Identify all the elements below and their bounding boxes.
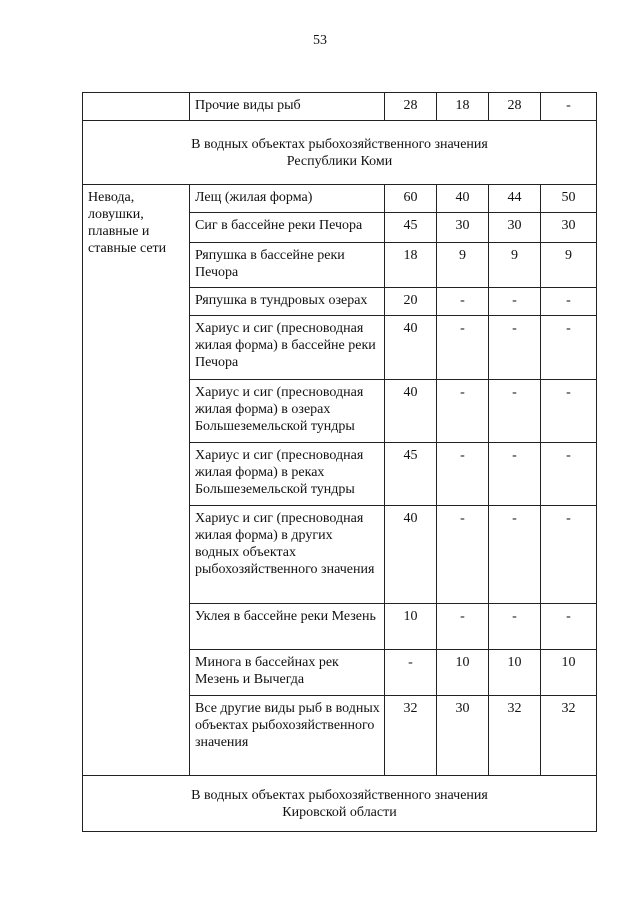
value-cell: 10	[385, 604, 437, 650]
species-cell: Уклея в бассейне реки Мезень	[190, 604, 385, 650]
value-cell: 9	[489, 243, 541, 288]
species-cell: Все другие виды рыб в водных объектах рыбохозяйственного значения	[190, 696, 385, 776]
value-cell: -	[541, 93, 597, 121]
species-cell: Лещ (жилая форма)	[190, 185, 385, 213]
value-cell: -	[489, 604, 541, 650]
table-row	[83, 185, 597, 213]
value-cell: 45	[385, 443, 437, 506]
value-cell: -	[489, 380, 541, 443]
value-cell: 30	[489, 213, 541, 243]
value-cell: 30	[437, 213, 489, 243]
value-cell: 30	[437, 696, 489, 776]
value-cell: 28	[385, 93, 437, 121]
value-cell: 18	[385, 243, 437, 288]
species-cell: Хариус и сиг (пресноводная жилая форма) в реках Большеземельской тундры	[190, 443, 385, 506]
value-cell: -	[437, 443, 489, 506]
section-heading-komi	[83, 121, 597, 185]
section-line: Республики Коми	[286, 153, 393, 169]
value-cell: -	[489, 288, 541, 316]
value-cell: 40	[385, 316, 437, 380]
value-cell: 60	[385, 185, 437, 213]
section-line: В водных объектах рыбохозяйственного значения	[191, 787, 488, 803]
value-cell: 45	[385, 213, 437, 243]
value-cell: -	[489, 316, 541, 380]
species-cell: Ряпушка в бассейне реки Печора	[190, 243, 385, 288]
value-cell: -	[385, 650, 437, 696]
value-cell: -	[437, 288, 489, 316]
fish-limits-table	[82, 92, 597, 832]
value-cell: 40	[385, 380, 437, 443]
table-row	[83, 93, 597, 121]
value-cell: 10	[437, 650, 489, 696]
value-cell: -	[489, 443, 541, 506]
section-heading-kirov	[83, 776, 597, 832]
species-cell: Прочие виды рыб	[190, 93, 385, 121]
value-cell: 40	[385, 506, 437, 604]
section-row	[83, 121, 597, 185]
gear-type-cell: Невода, ловушки, плавные и ставные сети	[83, 185, 190, 776]
value-cell: -	[541, 316, 597, 380]
value-cell: 9	[437, 243, 489, 288]
value-cell: 28	[489, 93, 541, 121]
value-cell: 18	[437, 93, 489, 121]
section-line: В водных объектах рыбохозяйственного значения	[191, 136, 488, 152]
value-cell: -	[437, 316, 489, 380]
value-cell: -	[489, 506, 541, 604]
value-cell: -	[437, 506, 489, 604]
value-cell: 32	[385, 696, 437, 776]
value-cell: 32	[489, 696, 541, 776]
section-row	[83, 776, 597, 832]
value-cell: 50	[541, 185, 597, 213]
gear-cell-empty	[83, 93, 190, 121]
value-cell: 9	[541, 243, 597, 288]
species-cell: Ряпушка в тундровых озерах	[190, 288, 385, 316]
species-cell: Хариус и сиг (пресноводная жилая форма) в других водных объектах рыбохозяйственного значения	[190, 506, 385, 604]
value-cell: 20	[385, 288, 437, 316]
species-cell: Минога в бассейнах рек Мезень и Вычегда	[190, 650, 385, 696]
value-cell: 30	[541, 213, 597, 243]
species-cell: Хариус и сиг (пресноводная жилая форма) в бассейне реки Печора	[190, 316, 385, 380]
value-cell: 10	[541, 650, 597, 696]
value-cell: -	[541, 380, 597, 443]
value-cell: 40	[437, 185, 489, 213]
value-cell: -	[437, 604, 489, 650]
value-cell: 32	[541, 696, 597, 776]
species-cell: Хариус и сиг (пресноводная жилая форма) в озерах Большеземельской тундры	[190, 380, 385, 443]
value-cell: -	[541, 604, 597, 650]
value-cell: -	[541, 443, 597, 506]
value-cell: 44	[489, 185, 541, 213]
value-cell: -	[541, 506, 597, 604]
value-cell: 10	[489, 650, 541, 696]
value-cell: -	[437, 380, 489, 443]
species-cell: Сиг в бассейне реки Печора	[190, 213, 385, 243]
value-cell: -	[541, 288, 597, 316]
section-line: Кировской области	[282, 804, 397, 820]
page-number: 53	[313, 33, 327, 48]
